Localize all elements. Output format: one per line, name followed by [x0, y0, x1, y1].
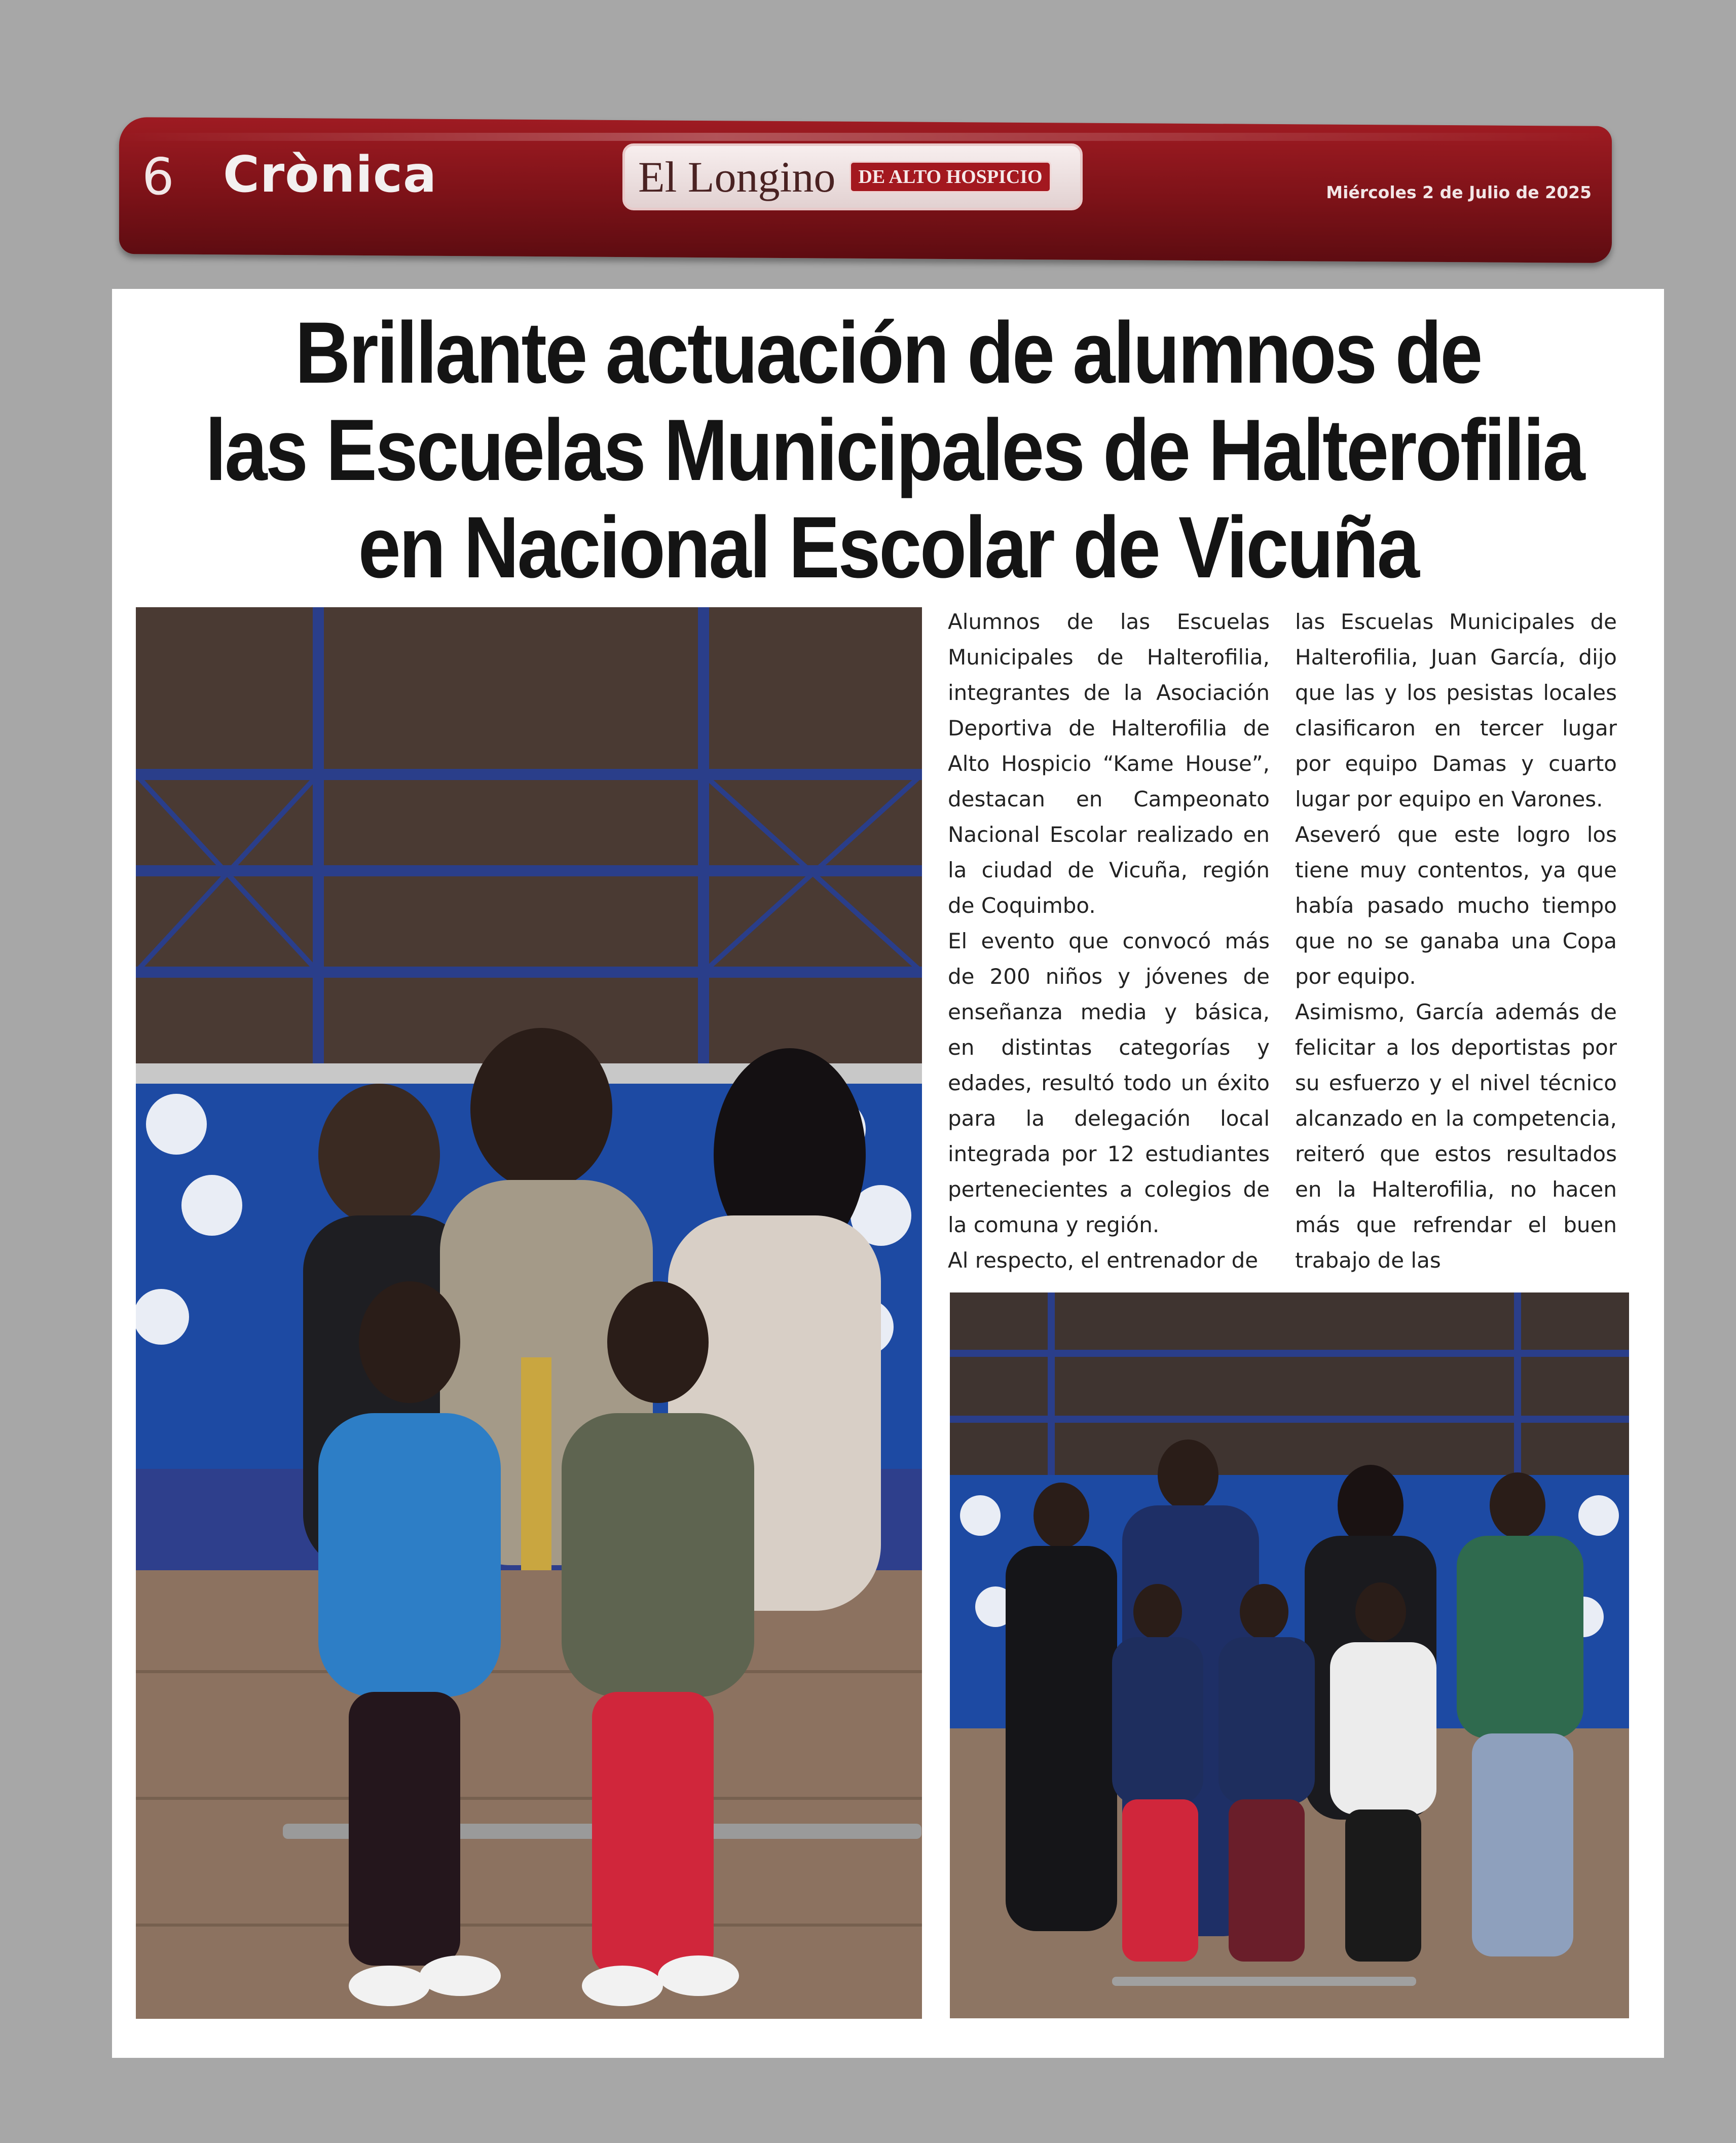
article-paragraph: El evento que convocó más de 200 niños y jóvenes de enseñanza media y básica, en distintas categorías y edades, resultó todo un éxito para la delegación local integrada por 12 estudiantes pertenecientes a colegios de la comuna y región.	[948, 929, 1270, 1237]
article-column-left	[948, 604, 1270, 1278]
main-photo	[136, 607, 922, 2019]
headline-line: las Escuelas Municipales de Halterofilia	[205, 401, 1584, 499]
section-title: Crònica	[223, 146, 437, 204]
headline	[205, 304, 1584, 596]
team-photo-illustration	[950, 1292, 1629, 2018]
article-paragraph: Asimismo, García además de felicitar a los deportistas por su esfuerzo y el nivel técnico alcanzado en la competencia, reiteró que estos resultados en la Halterofilia, no hacen más que refrendar el buen trabajo de las	[1295, 1000, 1617, 1273]
article-paragraph: Aseveró que este logro los tiene muy contentos, ya que había pasado mucho tiempo que no se ganaba una Copa por equipo.	[1295, 822, 1617, 989]
newspaper-logo[interactable]	[622, 143, 1083, 210]
page-number: 6	[142, 147, 174, 206]
article-paragraph: Al respecto, el entrenador de	[948, 1248, 1259, 1273]
article-paragraph: las Escuelas Municipales de Halterofilia, Juan García, dijo que las y los pesistas locales clasificaron en tercer lugar por equipo Damas y cuarto lugar por equipo en Varones.	[1295, 609, 1617, 811]
logo-subtitle: DE ALTO HOSPICIO	[849, 161, 1051, 193]
logo-name: El Longino	[638, 153, 836, 201]
headline-line: Brillante actuación de alumnos de	[295, 304, 1481, 401]
main-photo-illustration	[136, 607, 922, 2019]
headline-line: en Nacional Escolar de Vicuña	[358, 499, 1418, 596]
issue-date: Miércoles 2 de Julio de 2025	[1326, 182, 1592, 202]
header-band-shine	[119, 133, 1612, 141]
article-paragraph: Alumnos de las Escuelas Municipales de Halterofilia, integrantes de la Asociación Deportiva de Halterofilia de Alto Hospicio “Kame House”, destacan en Campeonato Nacional Escolar realizado en la ciudad de Vicuña, región de Coquimbo.	[948, 609, 1270, 918]
team-photo	[950, 1292, 1629, 2018]
article-column-right	[1295, 604, 1617, 1278]
